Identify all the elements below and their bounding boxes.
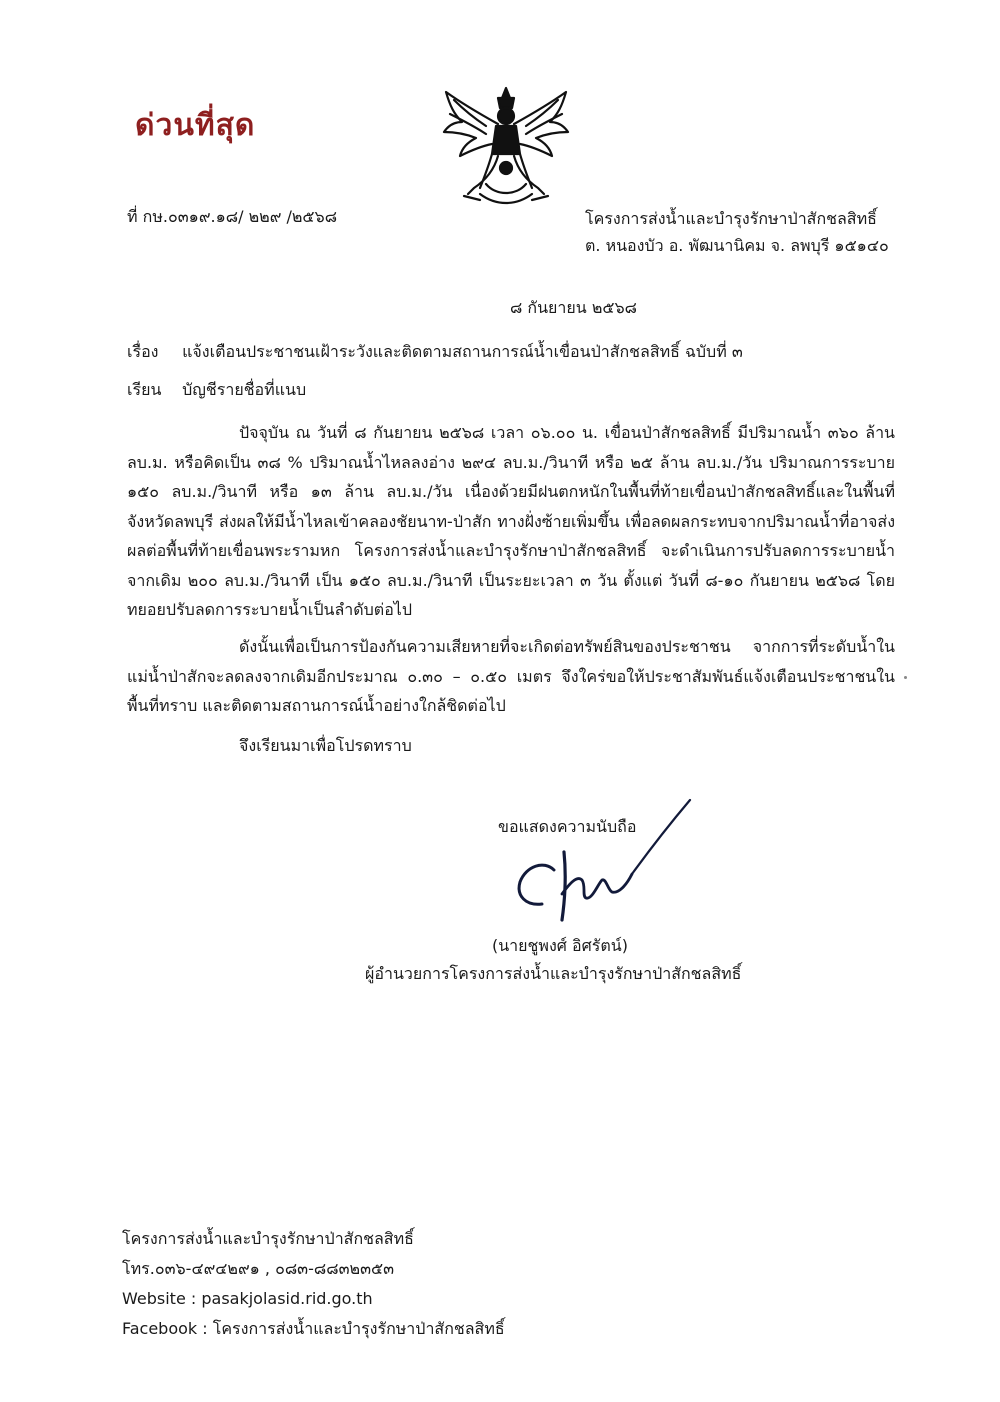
footer-website-link[interactable]: pasakjolasid.rid.go.th	[201, 1289, 373, 1308]
sender-line-2: ต. หนองบัว อ. พัฒนานิคม จ. ลพบุรี ๑๕๑๔๐	[585, 236, 889, 255]
recipient-label: เรียน	[127, 380, 162, 399]
sender-line-1: โครงการส่งน้ำและบำรุงรักษาป่าสักชลสิทธิ์	[585, 209, 877, 228]
footer-facebook	[122, 1314, 505, 1344]
footer-facebook-label: Facebook :	[122, 1319, 208, 1338]
closing-line: จึงเรียนมาเพื่อโปรดทราบ	[239, 736, 412, 755]
subject-label: เรื่อง	[127, 342, 159, 361]
handwritten-signature-icon	[508, 796, 698, 928]
footer-org: โครงการส่งน้ำและบำรุงรักษาป่าสักชลสิทธิ์	[122, 1229, 414, 1248]
footer-facebook-link[interactable]: โครงการส่งน้ำและบำรุงรักษาป่าสักชลสิทธิ์	[212, 1319, 505, 1338]
letter-date: ๘ กันยายน ๒๕๖๘	[510, 298, 637, 317]
recipient-text: บัญชีรายชื่อที่แนบ	[182, 380, 307, 399]
body-paragraph-1-text: ปัจจุบัน ณ วันที่ ๘ กันยายน ๒๕๖๘ เวลา ๐๖.๐๐ น. เขื่อนป่าสักชลสิทธิ์ มีปริมาณน้ำ ๓๖๐ ล้าน ลบ.ม. หรือคิดเป็น ๓๘ % ปริมาณน้ำไหลลงอ่าง ๒๙๔ ลบ.ม./วินาที หรือ ๒๕ ล้าน ลบ.ม./วัน ปริมาณการระบาย ๑๕๐ ลบ.ม./วินาที หรือ ๑๓ ล้าน ลบ.ม./วัน เนื่องด้วยมีฝนตกหนักในพื้นที่ท้ายเขื่อนป่าสักชลสิทธิ์และในพื้นที่จังหวัดลพบุรี ส่งผลให้มีน้ำไหลเข้าคลองชัยนาท-ป่าสัก ทางฝั่งซ้ายเพิ่มขึ้น เพื่อลดผลกระทบจากปริมาณน้ำที่อาจส่งผลต่อพื้นที่ท้ายเขื่อนพระรามหก โครงการส่งน้ำและบำรุงรักษาป่าสักชลสิทธิ์ จะดำเนินการปรับลดการระบายน้ำ จากเดิม ๒๐๐ ลบ.ม./วินาที เป็น ๑๕๐ ลบ.ม./วินาที เป็นระยะเวลา ๓ วัน ตั้งแต่ วันที่ ๘-๑๐ กันยายน ๒๕๖๘ โดยทยอยปรับลดการระบายน้ำเป็นลำดับต่อไป	[127, 423, 895, 619]
body-paragraph-2-text: ดังนั้นเพื่อเป็นการป้องกันความเสียหายที่จะเกิดต่อทรัพย์สินของประชาชน จากการที่ระดับน้ำในแม่น้ำป่าสักจะลดลงจากเดิมอีกประมาณ ๐.๓๐ – ๐.๕๐ เมตร จึงใคร่ขอให้ประชาสัมพันธ์แจ้งเตือนประชาชนในพื้นที่ทราบ และติดตามสถานการณ์น้ำอย่างใกล้ชิดต่อไป	[127, 637, 895, 715]
urgency-label: ด่วนที่สุด	[135, 108, 256, 143]
garuda-emblem-icon	[440, 84, 572, 208]
subject-line	[127, 340, 743, 365]
reference-number: ที่ กษ.๐๓๑๙.๑๘/ ๒๒๙ /๒๕๖๘	[127, 207, 338, 226]
body-paragraph-1	[127, 418, 895, 625]
stray-mark	[904, 676, 907, 679]
signer-name: (นายชูพงศ์ อิศรัตน์)	[492, 936, 628, 955]
footer-phone: โทร.๐๓๖-๔๙๔๒๙๑ , ๐๘๓-๘๘๓๒๓๕๓	[122, 1259, 395, 1278]
sender-address	[585, 205, 889, 259]
recipient-line	[127, 378, 306, 403]
subject-text: แจ้งเตือนประชาชนเฝ้าระวังและติดตามสถานการณ์น้ำเขื่อนป่าสักชลสิทธิ์ ฉบับที่ ๓	[182, 342, 743, 361]
signer-title: ผู้อำนวยการโครงการส่งน้ำและบำรุงรักษาป่าสักชลสิทธิ์	[365, 964, 742, 983]
body-paragraph-2	[127, 632, 895, 721]
footer-website	[122, 1284, 505, 1314]
footer-contact	[122, 1224, 505, 1344]
footer-website-label: Website :	[122, 1289, 197, 1308]
regards-line: ขอแสดงความนับถือ	[498, 817, 637, 836]
